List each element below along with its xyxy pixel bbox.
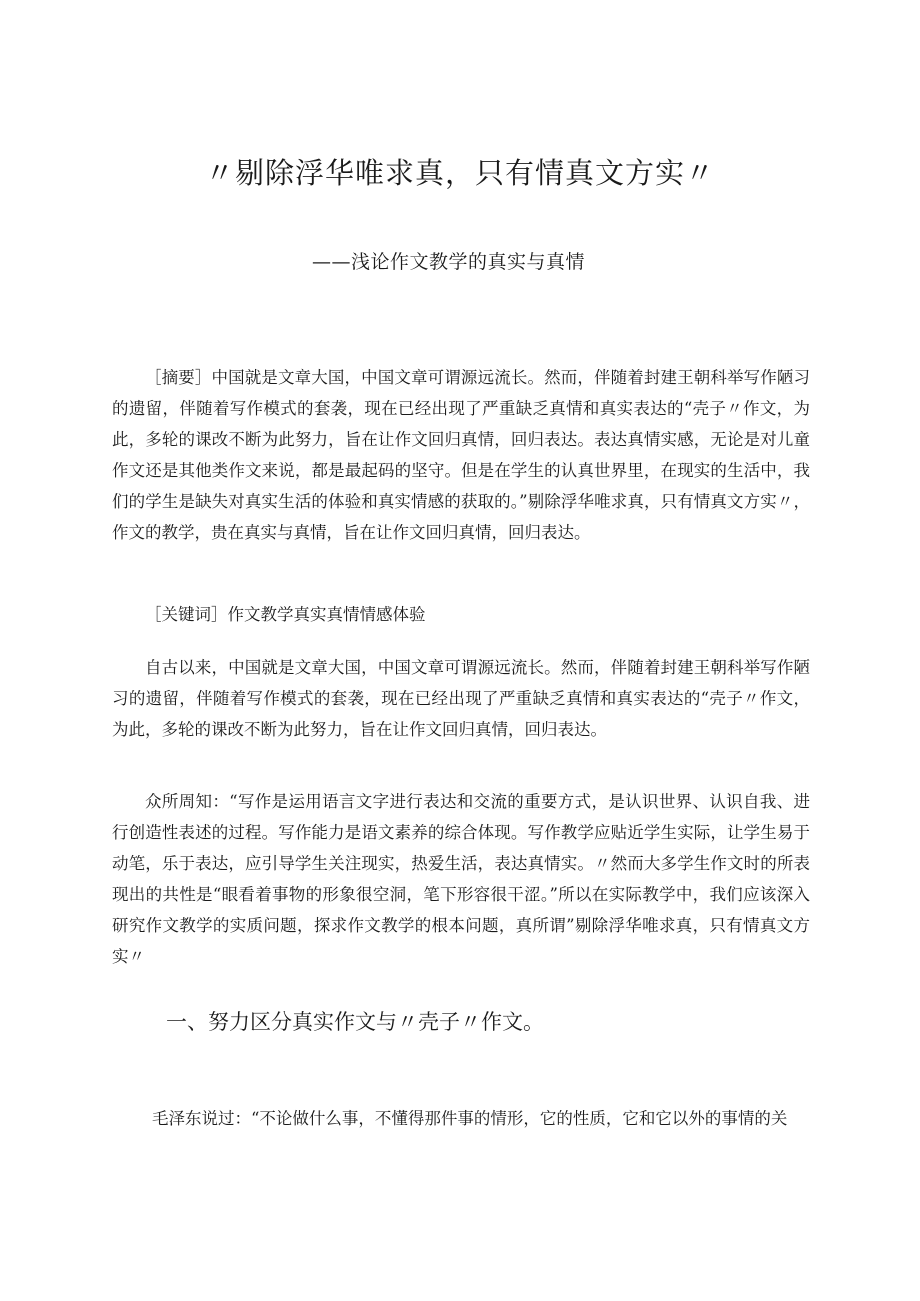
intro-paragraph: 自古以来，中国就是文章大国，中国文章可谓源远流长。然而，伴随着封建王朝科举写作陋习的遗留，伴随着写作模式的套袭，现在已经出现了严重缺乏真情和真实表达的“壳子〃作文，为此，多轮的课改不断为此努力，旨在让作文回归真情，回归表达。 xyxy=(112,658,810,739)
abstract-paragraph: ［摘要］中国就是文章大国，中国文章可谓源远流长。然而，伴随着封建王朝科举写作陋习的遗留，伴随着写作模式的套袭，现在已经出现了严重缺乏真情和真实表达的“壳子〃作文，为此，多轮的课改不断为此努力，旨在让作文回归真情，回归表达。表达真情实感，无论是对儿童作文还是其他类作文来说，都是最起码的坚守。但是在学生的认真世界里，在现实的生活中，我们的学生是缺失对真实生活的体验和真实情感的获取的。”剔除浮华唯求真，只有情真文方实〃，作文的教学，贵在真实与真情，旨在让作文回归真情，回归表达。 xyxy=(112,368,810,542)
document-title: 〃剔除浮华唯求真，只有情真文方实〃 xyxy=(204,156,715,190)
section-heading-1: 一、努力区分真实作文与〃壳子〃作文。 xyxy=(166,1010,544,1034)
document-subtitle: ——浅论作文教学的真实与真情 xyxy=(312,251,586,273)
mao-quote-paragraph: 毛泽东说过：“不论做什么事，不懂得那件事的情形，它的性质，它和它以外的事情的关 xyxy=(152,1109,788,1128)
keywords-paragraph: ［关键词］作文教学真实真情情感体验 xyxy=(145,605,426,624)
quote-paragraph: 众所周知：“写作是运用语言文字进行表达和交流的重要方式，是认识世界、认识自我、进行创造性表述的过程。写作能力是语文素养的综合体现。写作教学应贴近学生实际，让学生易于动笔，乐于表达，应引导学生关注现实，热爱生活，表达真情实。〃然而大多学生作文时的所表现出的共性是“眼看着事物的形象很空洞，笔下形容很干涩。”所以在实际教学中，我们应该深入研究作文教学的实质问题，探求作文教学的根本问题，真所谓”剔除浮华唯求真，只有情真文方实〃 xyxy=(112,792,810,966)
